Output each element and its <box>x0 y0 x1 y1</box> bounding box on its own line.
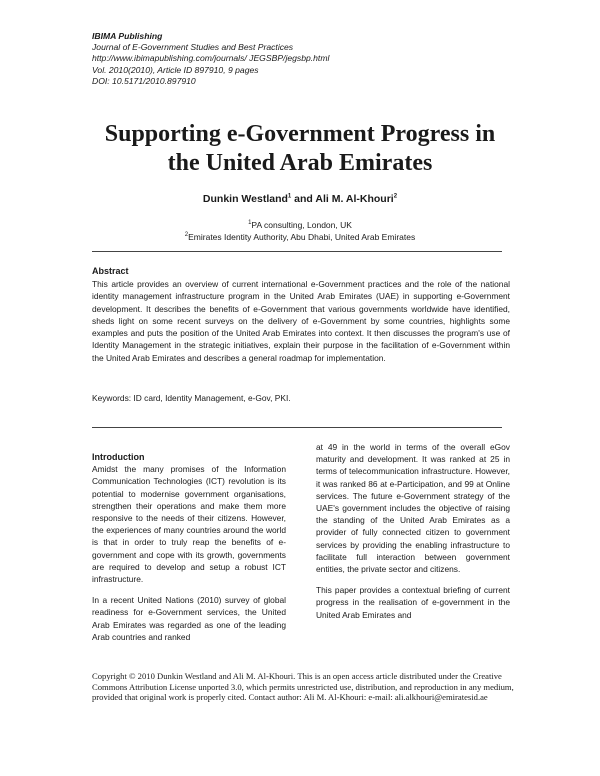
author-1: Dunkin Westland <box>202 193 288 205</box>
affiliation-1-text: PA consulting, London, UK <box>251 220 352 230</box>
journal-url[interactable]: http://www.ibimapublishing.com/journals/ JEGSBP/jegsbp.html <box>92 53 330 64</box>
affiliations <box>92 219 508 243</box>
paper-title <box>60 120 540 178</box>
divider-bottom <box>92 427 502 428</box>
abstract-heading: Abstract <box>92 266 129 276</box>
title-line-2: the United Arab Emirates <box>167 150 433 176</box>
author-2: Ali M. Al-Khouri <box>315 193 394 205</box>
copyright-footer: Copyright © 2010 Dunkin Westland and Ali M. Al-Khouri. This is an open access article distributed under the Creative Commons Attribution License unported 3.0, which permits unrestricted use, distribution, and reproduction in any medium, provided that original work is properly cited. Contact author: Ali M. Al-Khouri: e-mail: ali.alkhouri@emiratesid.ae <box>92 671 514 703</box>
affiliation-2-text: Emirates Identity Authority, Abu Dhabi, United Arab Emirates <box>188 232 416 242</box>
author-list <box>92 193 508 205</box>
intro-paragraph-1: Amidst the many promises of the Information Communication Technologies (ICT) revolution is its potential to modernise government organisations, strengthen their operations and make them more responsive to the needs of their citizens. However, the experiences of many countries around the world is that in order to truly reap the benefits of e-government and cope with its growth, governments are required to develop and setup a robust ICT infrastructure. <box>92 464 286 585</box>
title-line-1: Supporting e-Government Progress in <box>104 121 496 147</box>
author-1-affil-mark: 1 <box>287 193 292 200</box>
intro-paragraph-3: at 49 in the world in terms of the overall eGov maturity and development. It was ranked at 25 in terms of telecommunication infrastructure. However, it was ranked 86 at e-Participation, and 99 at Online services. The future e-Government strategy of the UAE's government includes the objective of raising the standing of the United Arab Emirates as a provider of fully connected citizen to government services by providing the enabling infrastructure to facilitate full interaction between government entities, the private sector and citizens. <box>316 442 510 575</box>
author-conjunction: and <box>291 193 316 205</box>
intro-paragraph-4: This paper provides a contextual briefing of current progress in the realisation of e-government in the United Arab Emirates and <box>316 585 510 620</box>
introduction-heading: Introduction <box>92 452 145 462</box>
volume-info: Vol. 2010(2010), Article ID 897910, 9 pages <box>92 64 259 75</box>
publisher-name: IBIMA Publishing <box>92 31 163 41</box>
affiliation-1-mark: 1 <box>248 220 252 227</box>
affiliation-2-mark: 2 <box>184 232 189 239</box>
divider-top <box>92 251 502 252</box>
affiliation-2 <box>92 231 508 243</box>
affiliation-1 <box>92 219 508 231</box>
journal-name: Journal of E-Government Studies and Best Practices <box>92 42 294 53</box>
left-column <box>92 451 286 643</box>
intro-paragraph-2: In a recent United Nations (2010) survey of global readiness for e-Government services, the United Arab Emirates was regarded as one of the leading Arab countries and ranked <box>92 595 286 642</box>
abstract-text: This article provides an overview of current international e-Government practices and the role of the national identity management infrastructure program in the United Arab Emirates (UAE) in supporting e-Government development. It describes the benefits of e-Government that various governments worldwide have identified, sheds light on some recent surveys on the delivery of e-Government by some countries, highlights some examples and puts the position of the United Arab Emirates into context. It then discusses the program's use of Identity Management in the strategic initiatives, explain their purpose in the facilitation of e-Government within the United Arab Emirates and describes a general roadmap for implementation. <box>92 279 510 363</box>
journal-header <box>92 31 329 87</box>
keywords: Keywords: ID card, Identity Management, e-Gov, PKI. <box>92 393 291 403</box>
author-2-affil-mark: 2 <box>393 193 398 200</box>
right-column <box>316 441 510 621</box>
doi: DOI: 10.5171/2010.897910 <box>92 75 196 86</box>
